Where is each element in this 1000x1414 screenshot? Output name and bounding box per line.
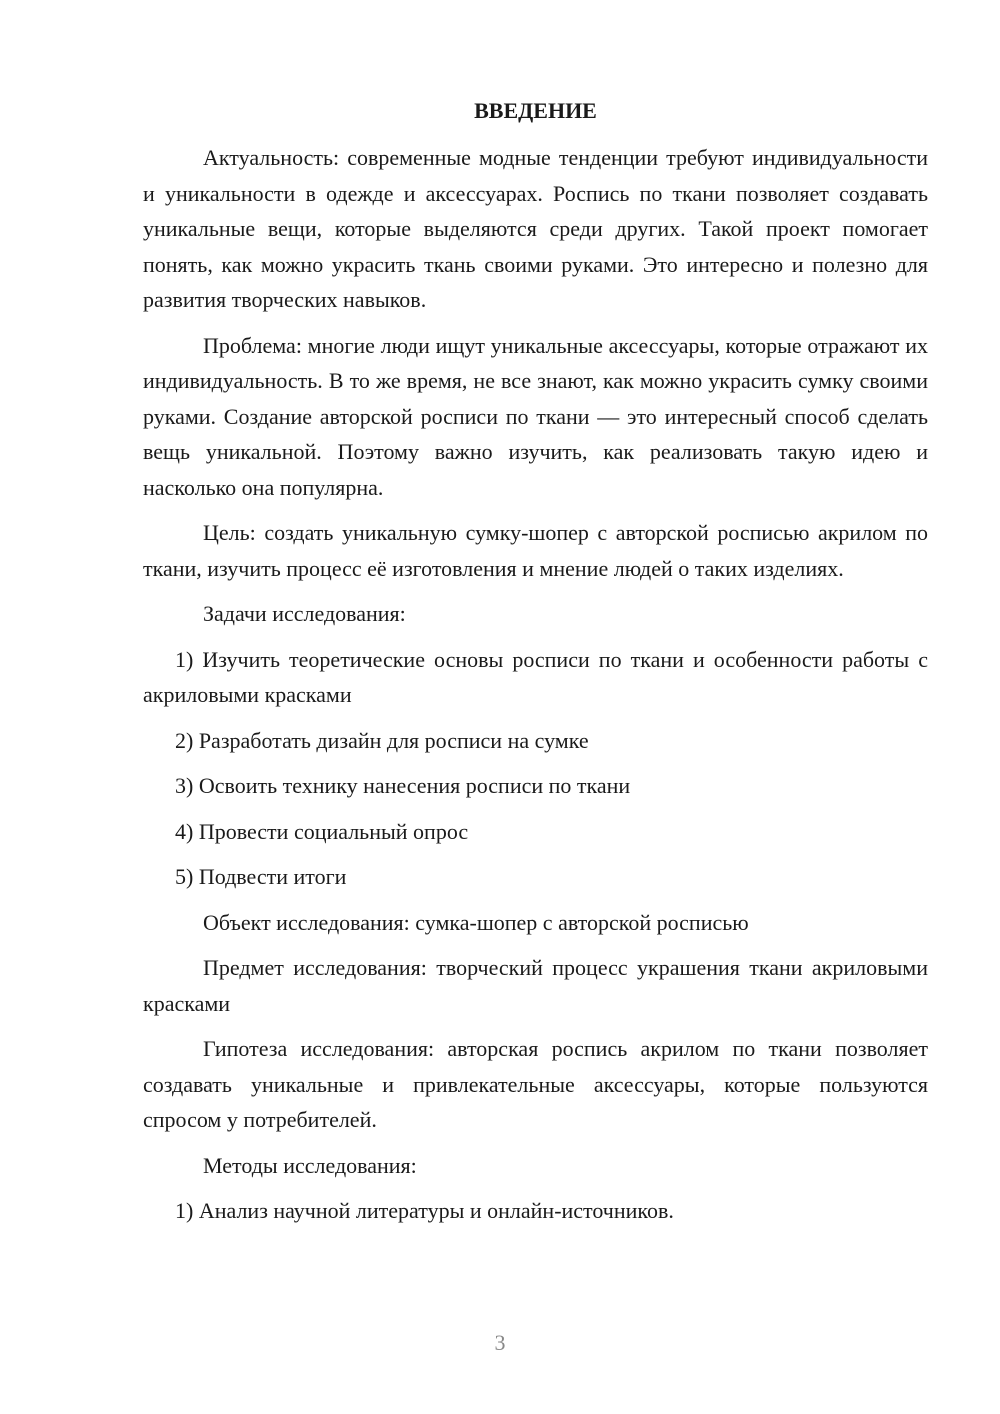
relevance-paragraph: Актуальность: современные модные тенденции требуют индивидуальности и уникальности в одежде и аксессуарах. Роспись по ткани позволяет создавать уникальные вещи, которые выделяются среди других. Такой проект помогает понять, как можно украсить ткань своими руками. Это интересно и полезно для развития творческих навыков. — [143, 145, 928, 312]
page-content — [143, 94, 928, 1229]
task-item: 4) Провести социальный опрос — [175, 818, 469, 844]
subject-paragraph: Предмет исследования: творческий процесс украшения ткани акриловыми красками — [143, 955, 928, 1016]
task-item: 3) Освоить технику нанесения росписи по ткани — [175, 773, 631, 798]
tasks-heading: Задачи исследования: — [203, 601, 406, 626]
section-title: ВВЕДЕНИЕ — [474, 98, 597, 123]
task-item: 5) Подвести итоги — [175, 864, 347, 889]
task-item: 1) Изучить теоретические основы росписи по ткани и особенности работы с акриловыми красками — [143, 646, 928, 707]
object-paragraph: Объект исследования: сумка-шопер с авторской росписью — [203, 909, 749, 935]
page-number: 3 — [494, 1330, 506, 1355]
task-item: 2) Разработать дизайн для росписи на сумке — [175, 727, 589, 753]
hypothesis-paragraph: Гипотеза исследования: авторская роспись акрилом по ткани позволяет создавать уникальные и привлекательные аксессуары, которые пользуются спросом у потребителей. — [143, 1036, 928, 1132]
problem-paragraph: Проблема: многие люди ищут уникальные аксессуары, которые отражают их индивидуальность. В то же время, не все знают, как можно украсить сумку своими руками. Создание авторской росписи по ткани — это интересный способ сделать вещь уникальной. Поэтому важно изучить, как реализовать такую идею и насколько она популярна. — [143, 332, 928, 500]
methods-heading: Методы исследования: — [203, 1152, 417, 1178]
method-item: 1) Анализ научной литературы и онлайн-источников. — [175, 1198, 674, 1223]
goal-paragraph: Цель: создать уникальную сумку-шопер с авторской росписью акрилом по ткани, изучить процесс её изготовления и мнение людей о таких изделиях. — [143, 520, 928, 581]
